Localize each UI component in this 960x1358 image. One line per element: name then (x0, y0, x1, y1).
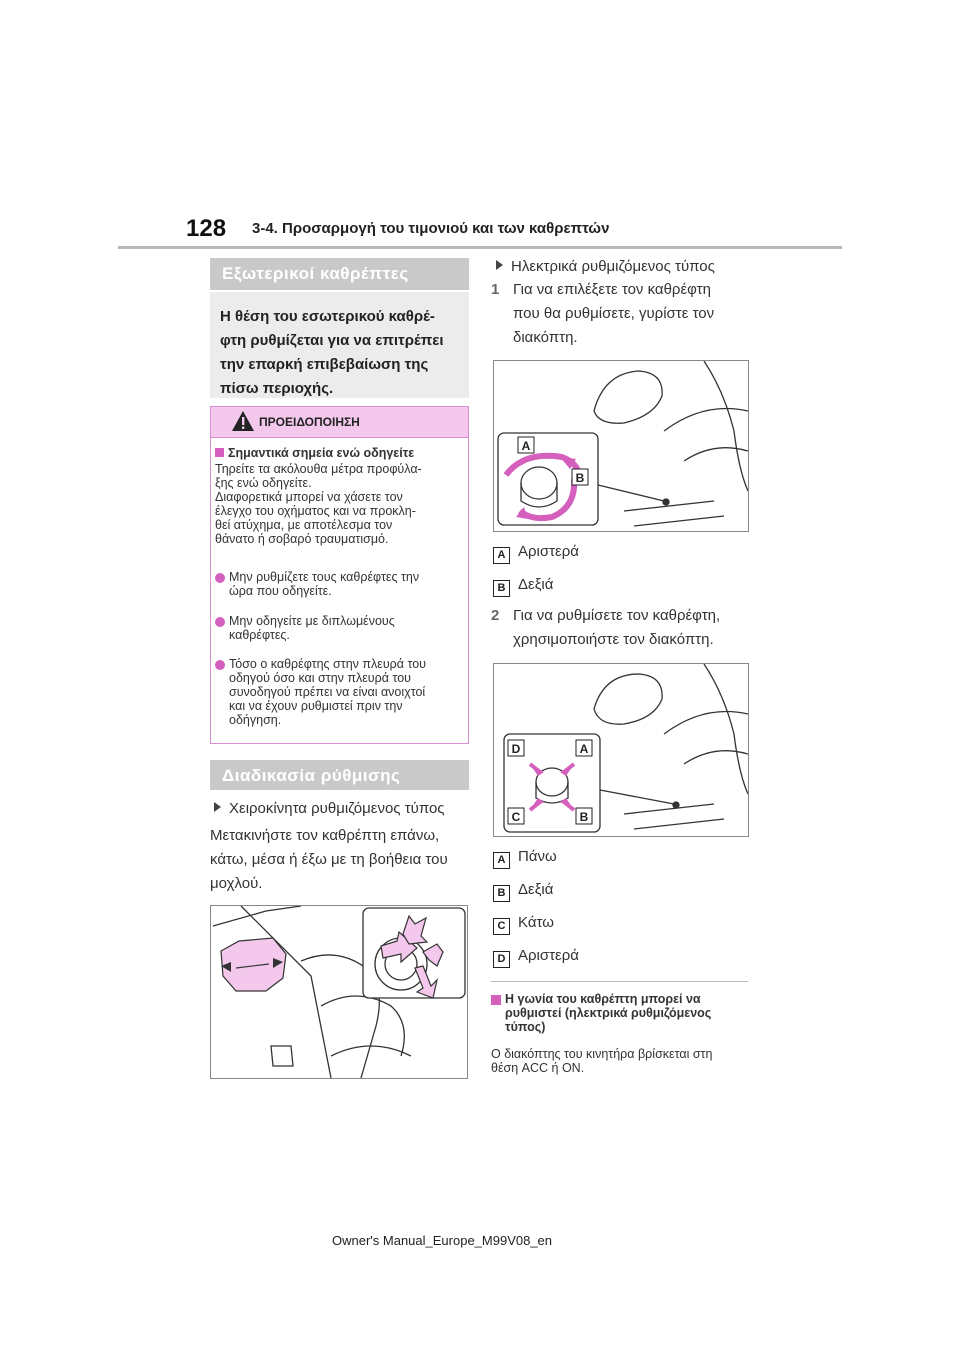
procedure-heading-text: Διαδικασία ρύθμισης (222, 766, 401, 785)
note-divider (491, 981, 748, 982)
triangle-bullet-icon (496, 260, 503, 270)
manual-type-label: Χειροκίνητα ρυθμιζόμενος τύπος (214, 800, 445, 817)
legend-row-c2: C Κάτω (493, 914, 554, 935)
bullet-dot-icon (215, 617, 225, 627)
square-bullet-icon (215, 448, 224, 457)
step-2-text: Για να ρυθμίσετε τον καθρέφτη, χρησιμοποιήστε τον διακόπτη. (513, 607, 721, 648)
triangle-bullet-icon (214, 802, 221, 812)
page-number: 128 (186, 215, 227, 242)
intro-box (210, 292, 469, 398)
section-heading-exterior-mirrors (210, 258, 469, 290)
warning-header (211, 407, 468, 437)
figure2-label-b: B (579, 810, 589, 824)
warning-bullet-3: Τόσο ο καθρέφτης στην πλευρά του οδηγού όσο και στην πλευρά του συνοδηγού πρέπει να είναι ανοιχτοί και να έχουν ρυθμιστεί πριν την οδήγηση. (229, 657, 427, 727)
legend-row-b2: B Δεξιά (493, 881, 553, 902)
warning-subheading: Σημαντικά σημεία ενώ οδηγείτε (215, 444, 414, 462)
square-bullet-icon (491, 995, 501, 1005)
manual-lever-illustration (211, 906, 467, 1078)
warning-triangle-icon (231, 410, 255, 432)
figure2-label-a: A (579, 742, 589, 756)
warning-bullet-1: Μην ρυθμίζετε τους καθρέφτες την ώρα που οδηγείτε. (229, 570, 420, 598)
legend-row-d2: D Αριστερά (493, 947, 579, 968)
figure-manual-mirror-lever (210, 905, 468, 1079)
select-switch-illustration (494, 361, 748, 531)
step-2-number: 2 (491, 607, 500, 624)
electric-type-label: Ηλεκτρικά ρυθμιζόμενος τύπος (496, 258, 715, 275)
note-heading: Η γωνία του καθρέπτη μπορεί να ρυθμιστεί (ηλεκτρικά ρυθμιζόμενος τύπος) (505, 992, 712, 1034)
note-body: Ο διακόπτης του κινητήρα βρίσκεται στη θέση ACC ή ON. (491, 1047, 713, 1075)
intro-text: Η θέση του εσωτερικού καθρέ- φτη ρυθμίζεται για να επιτρέπει την επαρκή επιβεβαίωση της πίσω περιοχής. (220, 308, 444, 397)
manual-instructions: Μετακινήστε τον καθρέπτη επάνω, κάτω, μέσα ή έξω με τη βοήθεια του μοχλού. (210, 827, 448, 892)
header-divider (118, 246, 842, 249)
warning-box (210, 406, 469, 744)
figure-mirror-adjust-switch (493, 663, 749, 837)
section-heading-text: Εξωτερικοί καθρέπτες (222, 264, 409, 283)
section-title: 3-4. Προσαρμογή του τιμονιού και των καθρεπτών (252, 220, 610, 237)
figure2-label-c: C (511, 810, 521, 824)
figure-mirror-select-switch (493, 360, 749, 532)
section-heading-procedure (210, 760, 469, 790)
adjust-switch-illustration (494, 664, 748, 836)
warning-body: Τηρείτε τα ακόλουθα μέτρα προφύλα- ξης ενώ οδηγείτε. Διαφορετικά μπορεί να χάσετε τον έλεγχο του οχήματος και να προκλη- θεί ατύχημα, με αποτέλεσμα τον θάνατο ή σοβαρό τραυματισμό. (215, 462, 422, 546)
step-1-text: Για να επιλέξετε τον καθρέφτη που θα ρυθμίσετε, γυρίστε τον διακόπτη. (513, 281, 715, 346)
footer-text: Owner's Manual_Europe_M99V08_en (332, 1233, 553, 1248)
legend-row-a2: A Πάνω (493, 848, 557, 869)
figure1-label-b: B (575, 471, 585, 485)
bullet-dot-icon (215, 660, 225, 670)
bullet-dot-icon (215, 573, 225, 583)
legend-row-a: A Αριστερά (493, 543, 579, 564)
legend-row-b: B Δεξιά (493, 576, 553, 597)
step-1-number: 1 (491, 281, 500, 298)
figure1-label-a: A (521, 439, 531, 453)
figure2-label-d: D (511, 742, 521, 756)
warning-title: ΠΡΟΕΙΔΟΠΟΙΗΣΗ (259, 415, 360, 429)
warning-bullet-2: Μην οδηγείτε με διπλωμένους καθρέφτες. (229, 614, 395, 642)
